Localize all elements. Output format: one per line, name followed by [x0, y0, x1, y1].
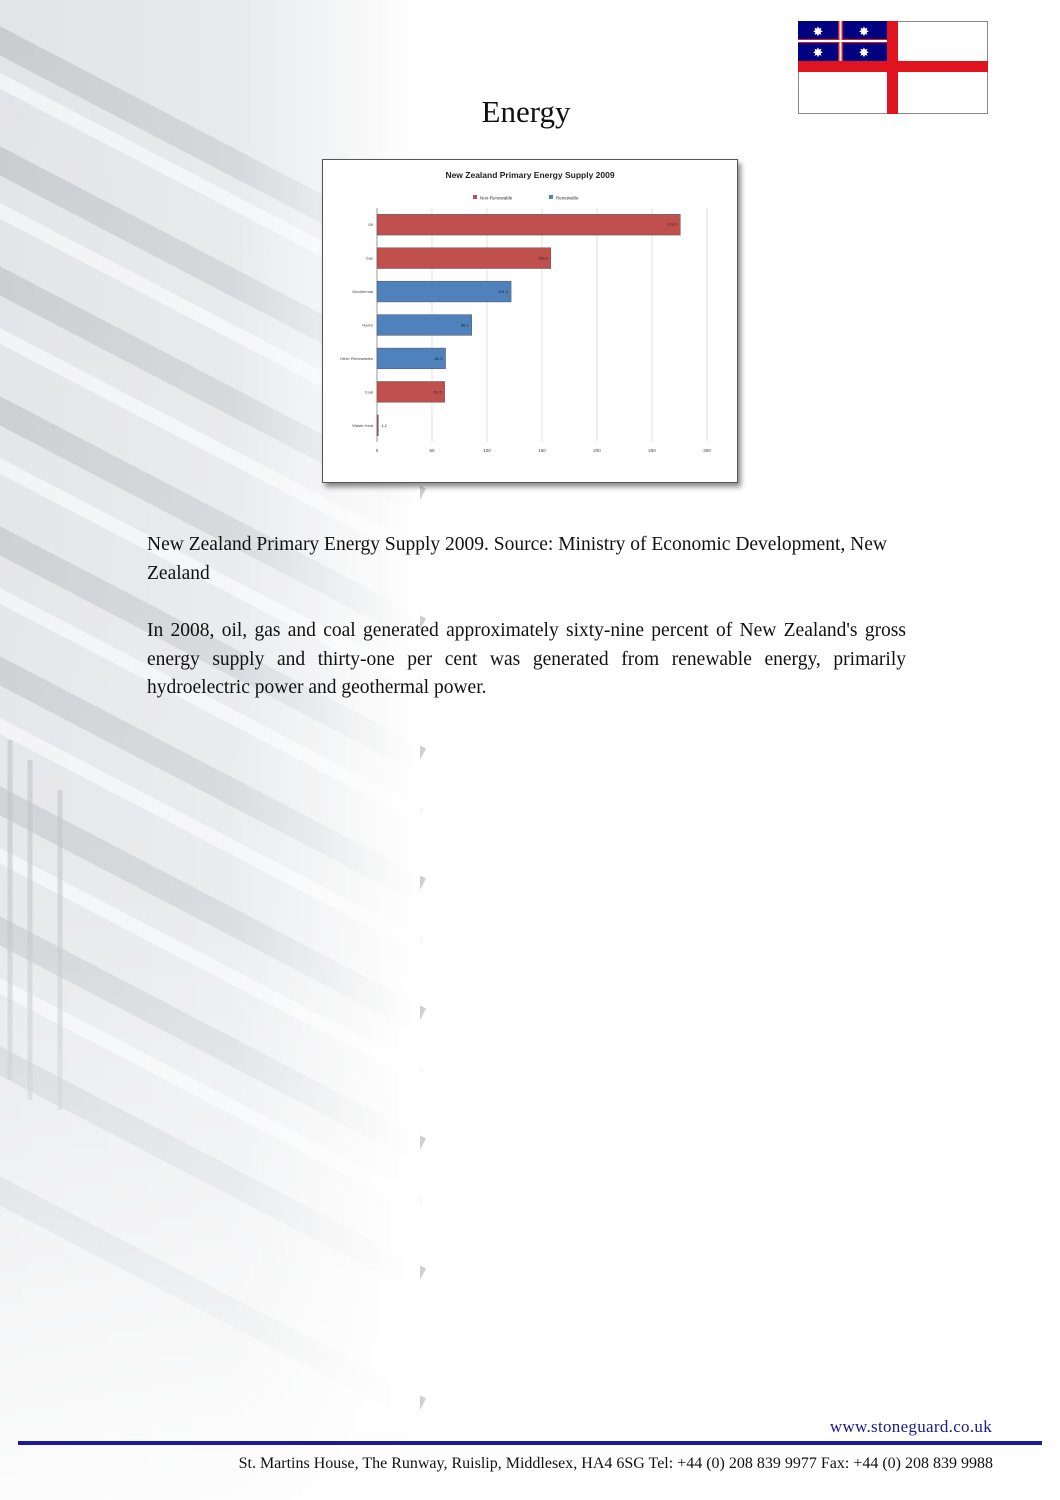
svg-text:✸: ✸ [858, 46, 870, 61]
svg-text:✸: ✸ [812, 46, 824, 61]
data-label: 86.1 [460, 322, 469, 328]
legend-entry: Non-Renewable [480, 195, 513, 201]
x-tick-label: 50 [429, 448, 435, 453]
x-tick-label: 150 [538, 448, 546, 453]
page-title: Energy [481, 94, 571, 129]
svg-text:✸: ✸ [858, 25, 870, 40]
legend-entry: Renewable [556, 195, 579, 201]
data-label: 62.3 [434, 355, 443, 361]
chart-caption: New Zealand Primary Energy Supply 2009. Source: Ministry of Economic Development, New Zealand [147, 534, 887, 584]
category-label: Hydro [362, 322, 373, 328]
data-label: 275.7 [667, 222, 678, 228]
data-label: 61.5 [433, 389, 442, 395]
energy-supply-chart [322, 159, 738, 483]
data-label: 121.9 [498, 289, 509, 295]
bar [377, 415, 378, 436]
legend-swatch [473, 195, 477, 199]
footer-address: St. Martins House, The Runway, Ruislip, Middlesex, HA4 6SG Tel: +44 (0) 208 839 9977 Fax: +44 (0) 208 839 9988 [238, 1455, 993, 1472]
footer-website-link[interactable]: www.stoneguard.co.uk [829, 1417, 992, 1436]
category-label: Oil [368, 222, 373, 228]
bar [377, 315, 472, 336]
x-tick-label: 300 [703, 448, 711, 453]
category-label: Waste Heat [352, 422, 373, 428]
bar [377, 214, 680, 235]
bar [377, 248, 551, 269]
bar [377, 281, 511, 302]
svg-text:✸: ✸ [812, 25, 824, 40]
x-tick-label: 250 [648, 448, 656, 453]
category-label: Coal [364, 389, 373, 395]
chart-title: New Zealand Primary Energy Supply 2009 [445, 170, 615, 180]
category-label: Geothermal [352, 289, 373, 295]
legend-swatch [549, 195, 553, 199]
body-paragraph: In 2008, oil, gas and coal generated approximately sixty-nine percent of New Zealand's gross energy supply and thirty-one per cent was generated from renewable energy, primarily hydroelectric power and geothermal power. [147, 620, 906, 698]
category-label: Other Renewables [339, 355, 373, 361]
chart-svg [323, 160, 737, 482]
data-label: 1.2 [381, 422, 387, 428]
category-label: Gas [365, 255, 373, 261]
x-tick-label: 100 [483, 448, 491, 453]
x-tick-label: 0 [375, 448, 379, 453]
footer-divider [18, 1441, 1042, 1445]
data-label: 158.0 [537, 255, 548, 261]
x-tick-label: 200 [593, 448, 601, 453]
